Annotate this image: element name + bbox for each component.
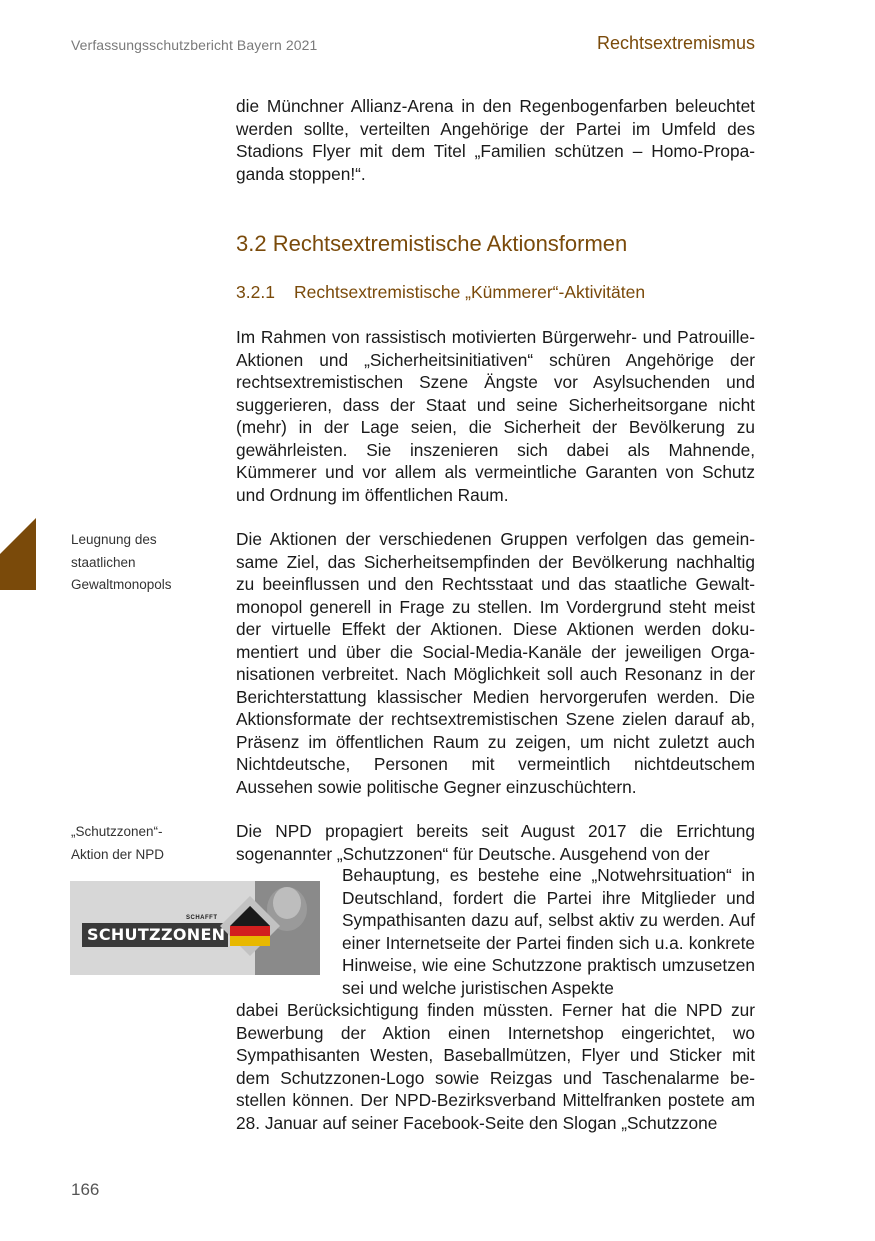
schutzzonen-logo-image — [70, 881, 320, 975]
intro-paragraph: die Münchner Allianz-Arena in den Regenbogenfarben beleuchtet werden sollte, verteilten Angehörige der Partei im Umfeld des Stadions Flyer mit dem Titel „Familien schützen – Homo-Propaganda stoppen!“. — [236, 96, 755, 184]
paragraph-npd-wrap: Behauptung, es bestehe eine „Notwehrsituation“ in Deutschland, fordert die Partei ihre Mitglieder und Sympathisanten dazu auf, selbst aktiv zu werden. Auf einer Internetseite der Partei finden sich u.a. konkrete Hinweise, wie eine Schutzzone praktisch umzusetzen sei und welche juristischen Aspekte — [342, 865, 755, 998]
paragraph-npd-end: dabei Berücksichtigung finden müssten. Ferner hat die NPD zur Bewerbung der Aktion einen Internetshop eingerichtet, wo Sympathisanten Westen, Baseballmützen, Flyer und Sticker mit dem Schutzzonen-Logo sowie Reizgas und Taschenalarme bestellen können. Der NPD-Bezirksverband Mittelfranken postete am 28. Januar auf seiner Facebook-Seite den Slogan „Schutzzone — [236, 1000, 755, 1133]
margin-note-line: staatlichen — [71, 554, 136, 570]
paragraph-npd-start: Die NPD propagiert bereits seit August 2017 die Errichtung sogenannter „Schutzzonen“ für Deutsche. Ausgehend von der — [236, 821, 755, 864]
margin-note-line: „Schutzzonen“- — [71, 824, 163, 839]
margin-note-line: Aktion der NPD — [71, 846, 165, 862]
paragraph-kuemmerer: Im Rahmen von rassistisch motivierten Bürgerwehr- und Patrouille-Aktionen und „Sicherheitsinitiativen“ schüren Angehörige der rechtsextremistischen Szene Ängste vor Asylsuchenden und suggerieren, dass der Staat und seine Sicherheitsorgane nicht (mehr) in der Lage seien, die Sicherheit der Bevölkerung zu gewährleisten. Sie inszenieren sich dabei als Mahnende, Kümmerer und vor allem als vermeintliche Garanten von Schutz und Ordnung im öffentlichen Raum. — [236, 327, 755, 505]
margin-note-line: Gewaltmonopols — [71, 577, 172, 592]
running-header-title: Verfassungsschutzbericht Bayern 2021 — [71, 37, 318, 53]
margin-note-gewaltmonopol — [71, 529, 211, 597]
paragraph-aktionen: Die Aktionen der verschiedenen Gruppen verfolgen das gemeinsame Ziel, das Sicherheitsempfinden der Bevölkerung nachhaltig zu beeinflussen und den Rechtsstaat und das staatliche Gewaltmonopol generell in Frage zu stellen. Im Vordergrund steht meist der virtuelle Effekt der Aktionen. Diese Aktionen werden dokumentiert und über die Social-Media-Kanäle der jeweiligen Organisationen verbreitet. Nach Möglichkeit soll auch Resonanz in der Berichterstattung klassischer Medien hervorgerufen werden. Die Aktionsformate der rechtsextremistischen Szene zielen darauf ab, Präsenz im öffentlichen Raum zu zeigen, um nicht zuletzt auch Nichtdeutsche, Personen mit vermeintlich nichtdeutschem Aussehen sowie politische Gegner einzuschüchtern. — [236, 529, 755, 797]
subsection-title: Rechtsextremistische „Kümmerer“-Aktivitäten — [294, 282, 646, 302]
margin-note-schutzzonen — [71, 821, 211, 866]
subsection-number: 3.2.1 — [236, 282, 275, 302]
subsection-heading — [236, 282, 645, 303]
logo-emblem — [205, 881, 320, 975]
running-header-section: Rechtsextremismus — [596, 33, 755, 53]
chapter-tab-marker — [0, 518, 36, 590]
page-number: 166 — [71, 1180, 100, 1199]
margin-note-line: Leugnung des — [71, 532, 157, 547]
logo-schafft-text: SCHAFFT — [186, 915, 218, 921]
section-heading: 3.2 Rechtsextremistische Aktionsformen — [236, 231, 628, 256]
logo-schutzzonen-text: SCHUTZZONEN — [87, 925, 226, 944]
